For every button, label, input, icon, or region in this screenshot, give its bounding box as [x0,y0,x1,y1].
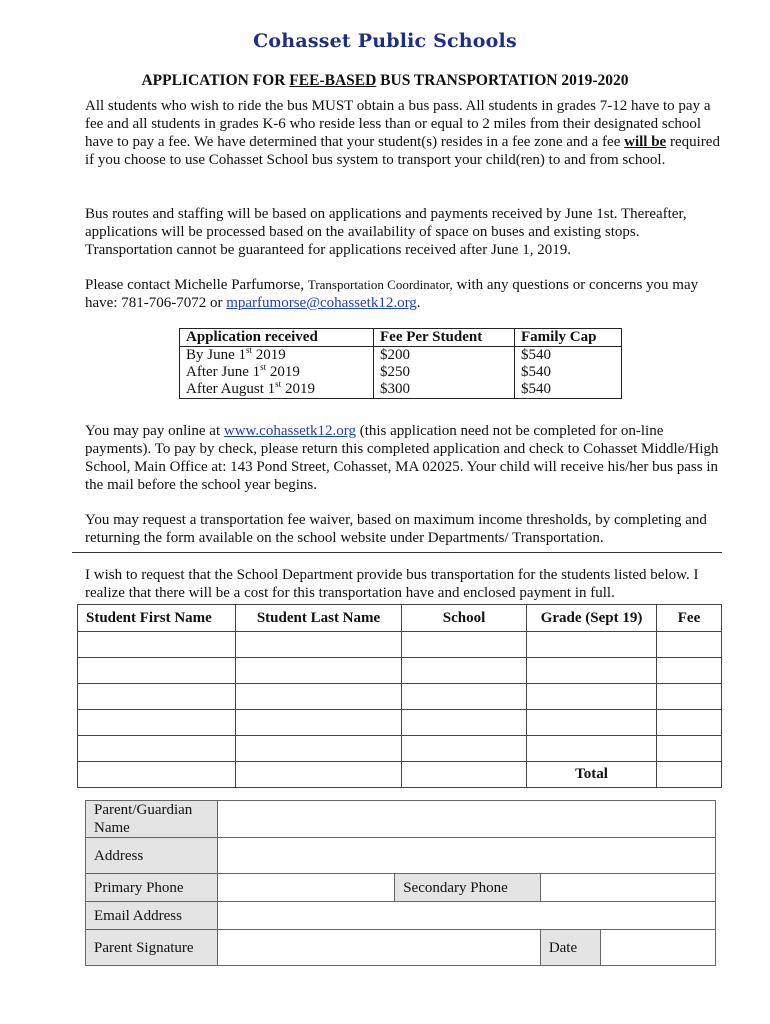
parent-name-row [86,801,716,838]
fee-row [180,364,622,381]
fee-cell[interactable] [657,736,722,762]
first-name-cell[interactable] [78,684,236,710]
routes-paragraph: Bus routes and staffing will be based on applications and payments received by June 1st. Thereafter, applications will be processed based on the availability of space on buses and existing stops. Transportation cannot be guaranteed for applications received after June 1, 2019. [85,206,687,258]
last-name-cell[interactable] [236,684,402,710]
total-spacer [402,762,527,788]
header-grade: Grade (Sept 19) [527,605,657,632]
address-label: Address [86,838,218,874]
family-cap: $540 [515,364,622,381]
page-title: APPLICATION FOR FEE-BASED BUS TRANSPORTATION 2019-2020 [141,72,629,89]
email-field[interactable] [218,902,716,930]
school-cell[interactable] [402,736,527,762]
last-name-cell[interactable] [236,658,402,684]
last-name-cell[interactable] [236,736,402,762]
student-row [78,658,722,684]
fee-cell[interactable] [657,658,722,684]
header-fee: Fee [657,605,722,632]
first-name-cell[interactable] [78,658,236,684]
fee-cell[interactable] [657,632,722,658]
fee-amount: $200 [374,347,515,365]
school-cell[interactable] [402,710,527,736]
address-field[interactable] [218,838,716,874]
fee-amount: $250 [374,364,515,381]
primary-phone-field[interactable] [218,874,395,902]
date-field[interactable] [600,930,715,966]
primary-phone-label: Primary Phone [86,874,218,902]
student-row [78,736,722,762]
fee-cell[interactable] [657,684,722,710]
fee-row [180,347,622,365]
fee-table [179,328,622,399]
total-fee-cell[interactable] [657,762,722,788]
fee-date: After June 1st 2019 [180,364,374,381]
family-cap: $540 [515,381,622,399]
first-name-cell[interactable] [78,710,236,736]
fee-amount: $300 [374,381,515,399]
request-paragraph: I wish to request that the School Department provide bus transportation for the students listed below. I realize that there will be a cost for this transportation have and enclosed payment in full. [85,567,699,601]
address-row [86,838,716,874]
student-row [78,710,722,736]
header-last-name: Student Last Name [236,605,402,632]
total-label: Total [527,762,657,788]
grade-cell[interactable] [527,658,657,684]
family-cap: $540 [515,347,622,365]
fee-table-header [180,329,622,347]
parent-name-label: Parent/Guardian Name [86,801,218,838]
school-website-link[interactable]: www.cohassetk12.org [223,423,356,439]
section-divider [72,552,722,553]
waiver-paragraph: You may request a transportation fee waiver, based on maximum income thresholds, by completing and returning the form available on the school website under Departments/ Transportation. [85,512,707,546]
grade-cell[interactable] [527,684,657,710]
last-name-cell[interactable] [236,632,402,658]
fee-header-cap: Family Cap [515,329,622,347]
grade-cell[interactable] [527,632,657,658]
date-label: Date [540,930,600,966]
phone-row [86,874,716,902]
fee-header-application: Application received [180,329,374,347]
coordinator-email-link[interactable]: mparfumorse@cohassetk12.org [226,295,417,311]
school-cell[interactable] [402,658,527,684]
fee-date: By June 1st 2019 [180,347,374,365]
fee-header-fee: Fee Per Student [374,329,515,347]
fee-cell[interactable] [657,710,722,736]
header-first-name: Student First Name [78,605,236,632]
fee-date: After August 1st 2019 [180,381,374,399]
signature-field[interactable] [218,930,541,966]
signature-row [86,930,716,966]
student-table-header [78,605,722,632]
email-label: Email Address [86,902,218,930]
first-name-cell[interactable] [78,632,236,658]
school-cell[interactable] [402,632,527,658]
total-row [78,762,722,788]
fee-row [180,381,622,399]
contact-form [85,800,716,966]
total-spacer [236,762,402,788]
intro-paragraph: All students who wish to ride the bus MUST obtain a bus pass. All students in grades 7-12 have to pay a fee and all students in grades K-6 who reside less than or equal to 2 miles from their designated school have to pay a fee. We have determined that your student(s) resides in a fee zone and a fee will be required if you choose to use Cohasset School bus system to transport your child(ren) to and from school. [85,98,720,168]
grade-cell[interactable] [527,710,657,736]
signature-label: Parent Signature [86,930,218,966]
first-name-cell[interactable] [78,736,236,762]
contact-paragraph: Please contact Michelle Parfumorse, Transportation Coordinator, with any questions or concerns you may have: 781-706-7072 or mparfumorse@cohassetk12.org. [85,277,699,311]
header-school: School [402,605,527,632]
parent-name-field[interactable] [218,801,716,838]
student-row [78,684,722,710]
student-table [77,604,722,788]
secondary-phone-field[interactable] [540,874,715,902]
secondary-phone-label: Secondary Phone [395,874,541,902]
total-spacer [78,762,236,788]
last-name-cell[interactable] [236,710,402,736]
school-cell[interactable] [402,684,527,710]
student-row [78,632,722,658]
payment-paragraph: You may pay online at www.cohassetk12.org (this application need not be completed for on-line payments). To pay by check, please return this completed application and check to Cohasset Middle/High School, Main Office at: 143 Pond Street, Cohasset, MA 02025. Your child will receive his/her bus pass in the mail before the school year begins. [85,423,719,493]
email-row [86,902,716,930]
grade-cell[interactable] [527,736,657,762]
school-name: Cohasset Public Schools [253,30,517,52]
